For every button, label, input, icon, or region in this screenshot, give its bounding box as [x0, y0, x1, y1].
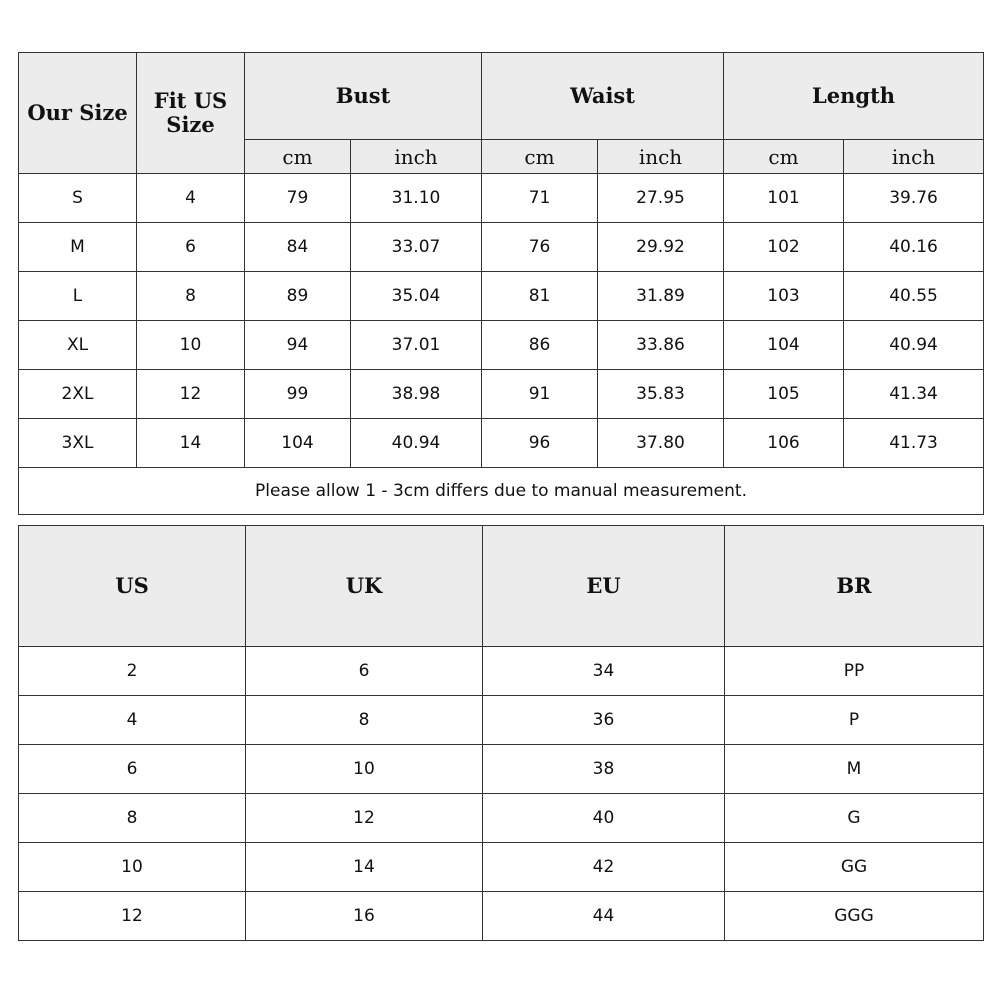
table-cell: 36	[483, 696, 725, 745]
table-cell: M	[725, 745, 984, 794]
table-cell: 99	[245, 370, 351, 419]
header-uk: UK	[246, 526, 483, 647]
table-cell: 102	[724, 223, 844, 272]
table-cell: 86	[482, 321, 598, 370]
table-cell: 106	[724, 419, 844, 468]
header-bust-inch: inch	[351, 140, 482, 174]
table-cell: 6	[137, 223, 245, 272]
header-bust-cm: cm	[245, 140, 351, 174]
table-cell: P	[725, 696, 984, 745]
table-cell: 40	[483, 794, 725, 843]
table-cell: 35.83	[598, 370, 724, 419]
table-cell: PP	[725, 647, 984, 696]
conversion-chart-body	[19, 647, 984, 941]
table-cell: 38	[483, 745, 725, 794]
table-cell: 76	[482, 223, 598, 272]
table-cell: 105	[724, 370, 844, 419]
table-cell: 40.94	[844, 321, 984, 370]
table-cell: 16	[246, 892, 483, 941]
table-cell: 89	[245, 272, 351, 321]
header-waist-cm: cm	[482, 140, 598, 174]
table-cell: 34	[483, 647, 725, 696]
table-cell: 14	[246, 843, 483, 892]
table-cell: 12	[246, 794, 483, 843]
table-cell: 12	[19, 892, 246, 941]
header-fit-us-size: Fit US Size	[137, 53, 245, 174]
table-row	[19, 419, 984, 468]
table-cell: 79	[245, 174, 351, 223]
table-row	[19, 223, 984, 272]
table-cell: L	[19, 272, 137, 321]
header-length: Length	[724, 53, 984, 140]
table-cell: 2XL	[19, 370, 137, 419]
table-cell: 84	[245, 223, 351, 272]
table-row	[19, 892, 984, 941]
header-waist-inch: inch	[598, 140, 724, 174]
table-row	[19, 794, 984, 843]
table-cell: 29.92	[598, 223, 724, 272]
header-length-inch: inch	[844, 140, 984, 174]
table-cell: 41.73	[844, 419, 984, 468]
header-eu: EU	[483, 526, 725, 647]
table-cell: 44	[483, 892, 725, 941]
table-cell: 103	[724, 272, 844, 321]
table-cell: 96	[482, 419, 598, 468]
table-cell: 31.10	[351, 174, 482, 223]
size-chart-table	[18, 52, 984, 515]
table-cell: 91	[482, 370, 598, 419]
table-cell: 10	[19, 843, 246, 892]
table-cell: XL	[19, 321, 137, 370]
table-cell: 12	[137, 370, 245, 419]
table-row	[19, 647, 984, 696]
size-chart-body	[19, 174, 984, 468]
table-cell: 71	[482, 174, 598, 223]
table-row	[19, 370, 984, 419]
table-row	[19, 321, 984, 370]
table-cell: GG	[725, 843, 984, 892]
table-cell: 4	[19, 696, 246, 745]
table-cell: 40.94	[351, 419, 482, 468]
table-cell: 14	[137, 419, 245, 468]
table-cell: 81	[482, 272, 598, 321]
table-cell: 40.55	[844, 272, 984, 321]
table-cell: M	[19, 223, 137, 272]
table-cell: 8	[19, 794, 246, 843]
table-row	[19, 843, 984, 892]
table-cell: 3XL	[19, 419, 137, 468]
table-cell: S	[19, 174, 137, 223]
table-cell: 4	[137, 174, 245, 223]
table-cell: 41.34	[844, 370, 984, 419]
table-cell: 33.07	[351, 223, 482, 272]
table-cell: 37.80	[598, 419, 724, 468]
size-conversion-table	[18, 525, 984, 941]
table-cell: 33.86	[598, 321, 724, 370]
header-us: US	[19, 526, 246, 647]
measurement-note: Please allow 1 - 3cm differs due to manual measurement.	[19, 468, 984, 515]
table-row	[19, 696, 984, 745]
header-bust: Bust	[245, 53, 482, 140]
header-waist: Waist	[482, 53, 724, 140]
table-cell: 27.95	[598, 174, 724, 223]
table-cell: 35.04	[351, 272, 482, 321]
table-cell: 6	[246, 647, 483, 696]
table-cell: 6	[19, 745, 246, 794]
table-cell: 8	[137, 272, 245, 321]
table-cell: 101	[724, 174, 844, 223]
header-br: BR	[725, 526, 984, 647]
table-cell: 42	[483, 843, 725, 892]
table-cell: 38.98	[351, 370, 482, 419]
table-cell: GGG	[725, 892, 984, 941]
table-row	[19, 745, 984, 794]
table-row	[19, 174, 984, 223]
table-cell: 2	[19, 647, 246, 696]
table-row	[19, 272, 984, 321]
table-cell: 39.76	[844, 174, 984, 223]
table-cell: 37.01	[351, 321, 482, 370]
table-cell: 8	[246, 696, 483, 745]
table-cell: 104	[245, 419, 351, 468]
header-length-cm: cm	[724, 140, 844, 174]
table-cell: 94	[245, 321, 351, 370]
header-our-size: Our Size	[19, 53, 137, 174]
table-cell: 10	[246, 745, 483, 794]
table-cell: 40.16	[844, 223, 984, 272]
table-cell: 31.89	[598, 272, 724, 321]
table-cell: 104	[724, 321, 844, 370]
table-cell: 10	[137, 321, 245, 370]
table-cell: G	[725, 794, 984, 843]
